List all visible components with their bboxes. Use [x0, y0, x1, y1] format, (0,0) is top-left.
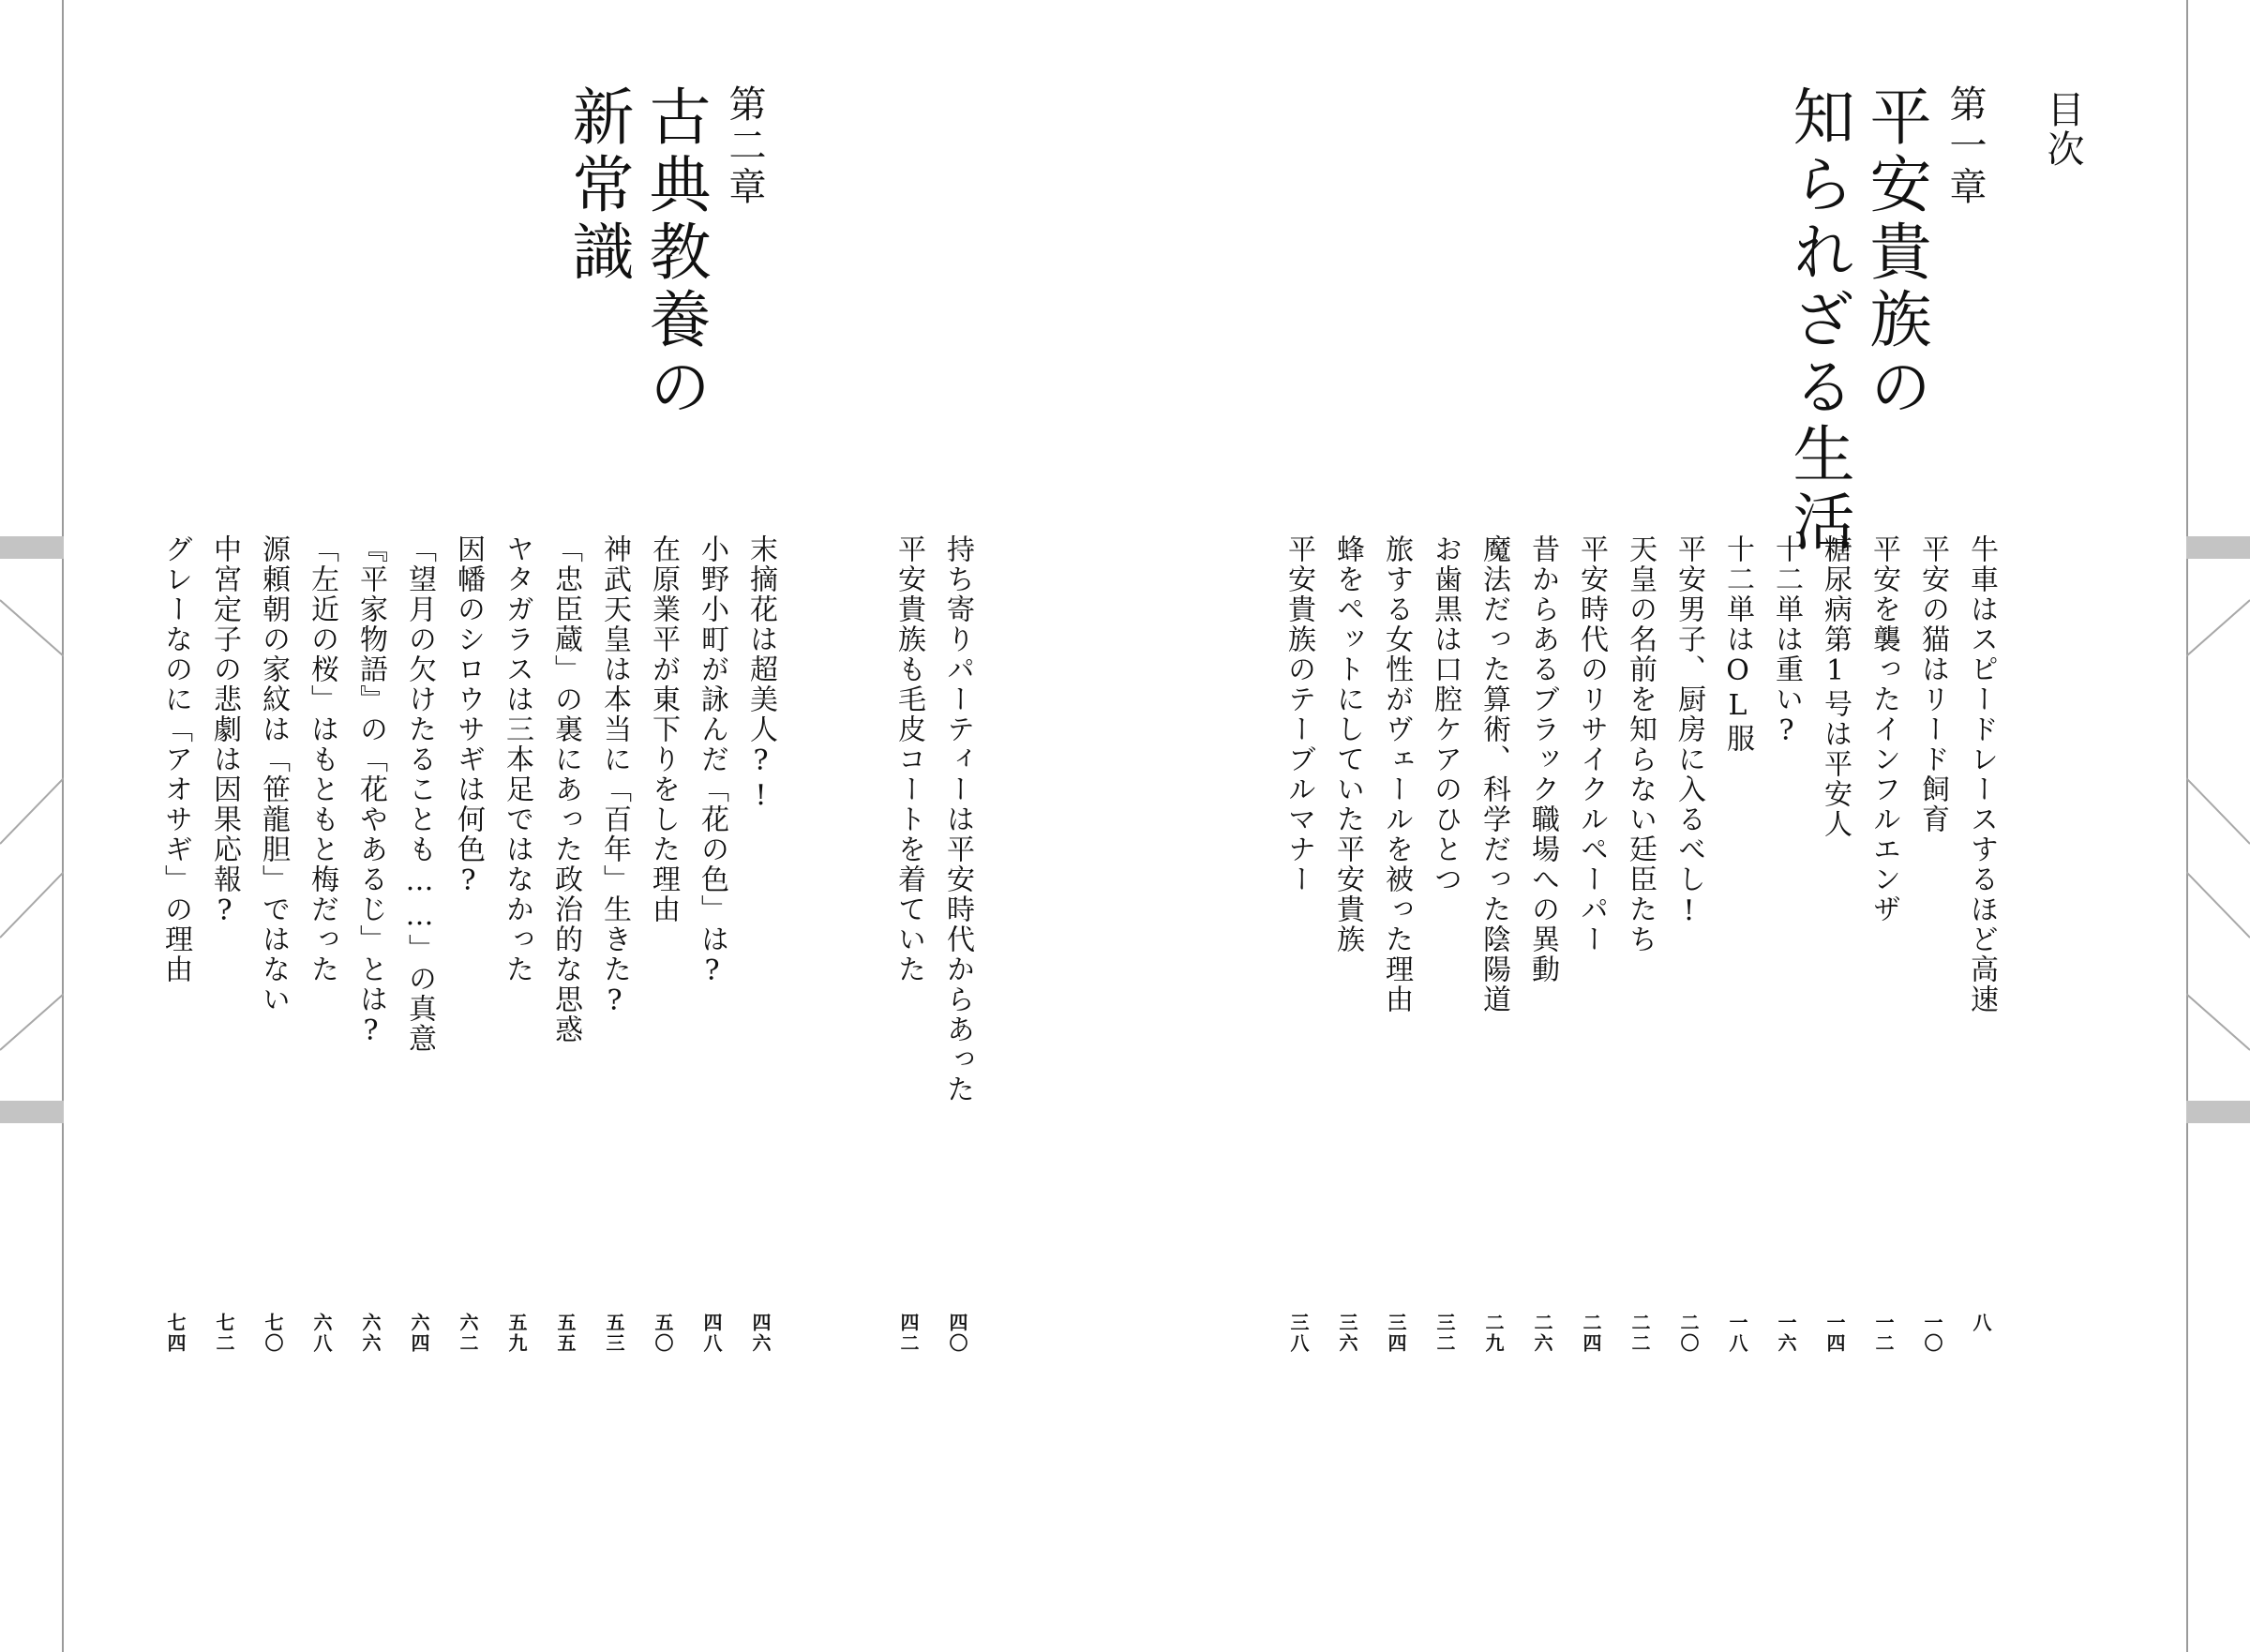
- entry-page-number: 七〇: [262, 1313, 284, 1354]
- chapter-2-title-line-2: 新常識: [562, 84, 634, 287]
- entry-title: ヤタガラスは三本足ではなかった: [501, 534, 533, 984]
- left-edge-cross-mark: [0, 563, 64, 1088]
- entry-page-number: 四二: [897, 1313, 920, 1354]
- entry-title: 平安の猫はリード飼育: [1916, 534, 1949, 834]
- entry-page-number: 一八: [1726, 1313, 1748, 1354]
- entry-title: 平安時代のリサイクルペーパー: [1575, 534, 1608, 954]
- entry-title: 「左近の桜」はもともと梅だった: [306, 534, 338, 984]
- entry-title: 魔法だった算術、科学だった陰陽道: [1478, 534, 1510, 1014]
- entry-page-number: 四八: [700, 1313, 723, 1354]
- entry-page-number: 六二: [457, 1313, 479, 1354]
- entry-title: グレーなのに「アオサギ」の理由: [159, 534, 192, 984]
- entry-page-number: 五九: [505, 1313, 528, 1354]
- entry-title: 平安貴族も毛皮コートを着ていた: [892, 534, 925, 984]
- toc-title: 目次: [2041, 90, 2084, 169]
- entry-page-number: 一六: [1775, 1313, 1797, 1354]
- entry-page-number: 七二: [213, 1313, 235, 1354]
- entry-title: 平安を襲ったインフルエンザ: [1868, 534, 1900, 924]
- entry-title: 「忠臣蔵」の裏にあった政治的な思惑: [549, 534, 582, 1044]
- entry-page-number: 六四: [408, 1313, 430, 1354]
- entry-page-number: 二六: [1531, 1313, 1553, 1354]
- entry-title: 在原業平が東下りをした理由: [647, 534, 680, 924]
- right-edge-cross-mark: [2186, 563, 2250, 1088]
- entry-page-number: 二〇: [1677, 1313, 1700, 1354]
- entry-title: 糖尿病第1号は平安人: [1819, 534, 1852, 839]
- entry-page-number: 二四: [1580, 1313, 1602, 1354]
- entry-page-number: 五〇: [652, 1313, 674, 1354]
- entry-title: 十二単はOL服: [1721, 534, 1754, 754]
- entry-page-number: 一二: [1872, 1313, 1895, 1354]
- entry-page-number: 六八: [310, 1313, 333, 1354]
- chapter-2-title-line-1: 古典教養の: [638, 84, 711, 422]
- entry-page-number: 七四: [164, 1313, 187, 1354]
- entry-title: 十二単は重い?: [1770, 534, 1803, 749]
- entry-title: 『平家物語』の「花やあるじ」とは?: [354, 534, 387, 1049]
- entry-title: 蜂をペットにしていた平安貴族: [1331, 534, 1364, 954]
- right-edge-band-top: [2186, 536, 2250, 559]
- entry-title: 「望月の欠けたることも……」の真意: [403, 534, 436, 1054]
- entry-page-number: 一四: [1823, 1313, 1846, 1354]
- entry-title: 中宮定子の悲劇は因果応報?: [208, 534, 241, 929]
- entry-page-number: 五三: [603, 1313, 625, 1354]
- entry-page-number: 三八: [1287, 1313, 1310, 1354]
- entry-page-number: 三二: [1433, 1313, 1456, 1354]
- entry-page-number: 五五: [554, 1313, 577, 1354]
- chapter-1-title-line-2: 知られざる生活: [1782, 84, 1854, 557]
- entry-title: 昔からあるブラック職場への異動: [1526, 534, 1559, 984]
- entry-title: 末摘花は超美人?!: [744, 534, 777, 814]
- entry-page-number: 一〇: [1921, 1313, 1943, 1354]
- chapter-1-label: 第一章: [1943, 84, 1987, 208]
- left-edge-band-bottom: [0, 1101, 64, 1123]
- entry-title: 小野小町が詠んだ「花の色」は?: [696, 534, 728, 989]
- entry-title: 旅する女性がヴェールを被った理由: [1380, 534, 1413, 1014]
- entry-title: お歯黒は口腔ケアのひとつ: [1429, 534, 1462, 894]
- entry-title: 持ち寄りパーティーは平安時代からあった: [941, 534, 974, 1104]
- entry-page-number: 六六: [359, 1313, 382, 1354]
- left-edge-band-top: [0, 536, 64, 559]
- entry-title: 源頼朝の家紋は「笹龍胆」ではない: [257, 534, 290, 1014]
- entry-page-number: 三四: [1385, 1313, 1407, 1354]
- entry-title: 因幡のシロウサギは何色?: [452, 534, 485, 899]
- right-edge-band-bottom: [2186, 1101, 2250, 1123]
- entry-title: 平安男子、厨房に入るべし!: [1672, 534, 1705, 929]
- entry-page-number: 八: [1970, 1313, 1992, 1333]
- entry-title: 牛車はスピードレースするほど高速: [1965, 534, 1998, 1014]
- entry-title: 平安貴族のテーブルマナー: [1282, 534, 1315, 894]
- chapter-2-label: 第二章: [723, 84, 766, 208]
- entry-title: 神武天皇は本当に「百年」生きた?: [598, 534, 631, 1019]
- chapter-1-title-line-1: 平安貴族の: [1859, 84, 1931, 422]
- entry-page-number: 二九: [1482, 1313, 1505, 1354]
- entry-page-number: 二二: [1628, 1313, 1651, 1354]
- entry-page-number: 四六: [749, 1313, 772, 1354]
- entry-page-number: 三六: [1336, 1313, 1358, 1354]
- entry-title: 天皇の名前を知らない廷臣たち: [1624, 534, 1657, 954]
- entry-page-number: 四〇: [946, 1313, 968, 1354]
